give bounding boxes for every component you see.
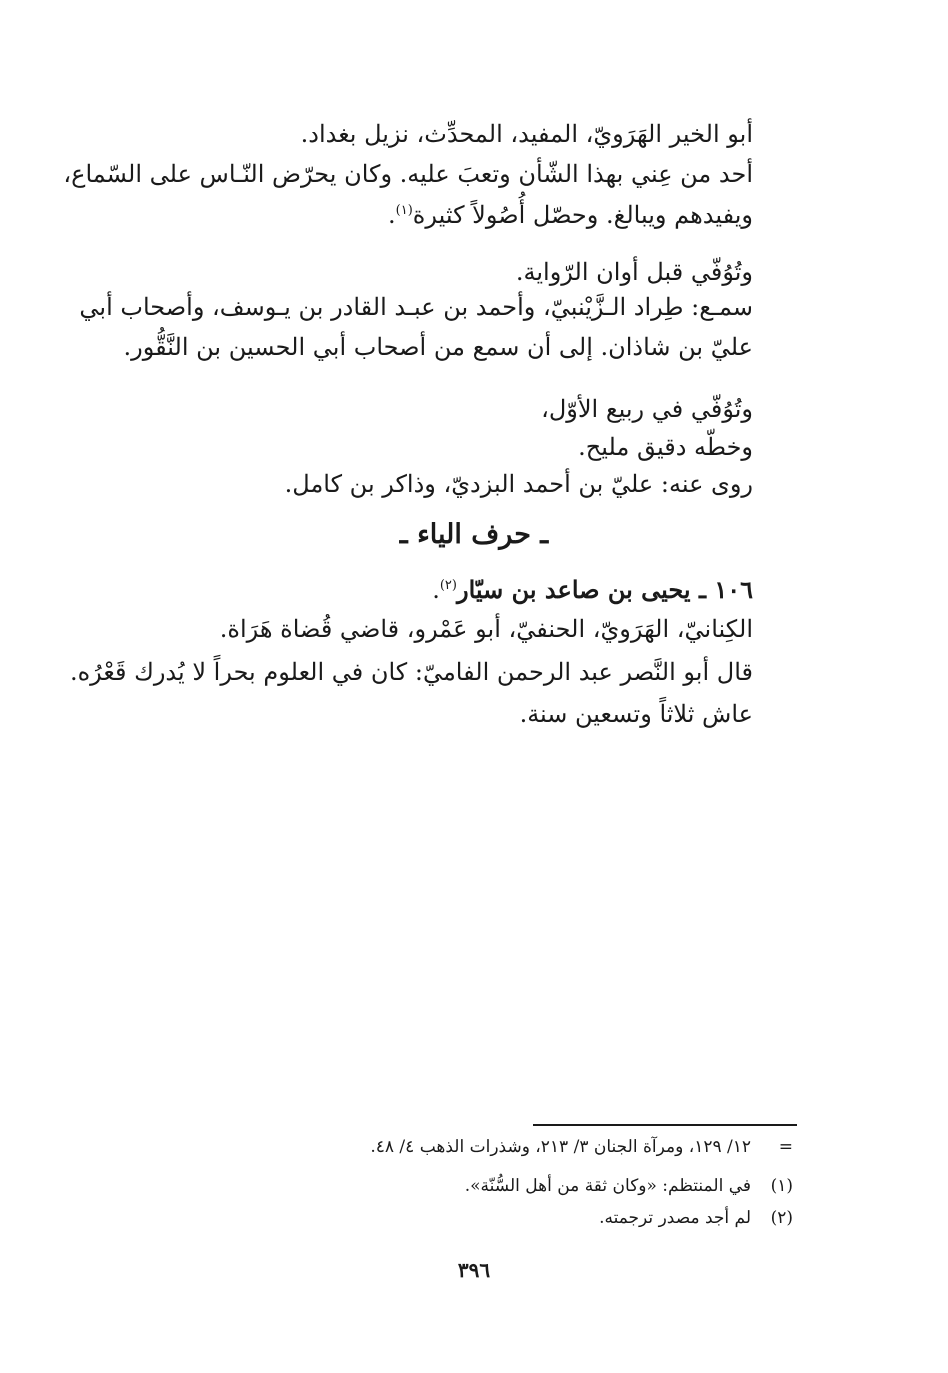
footnote-continued-mark: = [778,1137,793,1157]
footnote-2-mark: (٢) [770,1208,793,1228]
footnote-2 [599,1205,793,1231]
section-heading: ـ حرف الياء ـ [399,519,549,550]
footnote-1-mark: (١) [770,1176,793,1196]
footnote-ref-2: (٢) [439,578,457,593]
footnote-continued [370,1134,793,1160]
text-line-1: أبو الخير الهَرَويّ، المفيد، المحدِّث، نزيل بغداد. [300,120,753,148]
text-line-7: وتُوُفّي في ربيع الأوّل، [541,395,753,423]
text-line-3-end: . [388,201,396,229]
text-line-3 [388,198,753,232]
text-line-5: سمـع: طِراد الـزَّيْنبيّ، وأحمد بن عبـد القادر بن يـوسف، وأصحاب أبي [79,293,753,321]
entry-title-end: . [432,576,440,604]
footnote-ref-1: (١) [395,203,413,218]
text-line-6: عليّ بن شاذان. إلى أن سمع من أصحاب أبي الحسين بن النَّقُّور. [123,333,753,361]
entry-title-text: ١٠٦ ـ يحيى بن صاعد بن سيّار [456,575,753,604]
footnote-continued-text: ١٢/ ١٢٩، ومرآة الجنان ٣/ ٢١٣، وشذرات الذهب ٤/ ٤٨. [370,1137,751,1157]
text-line-2: أحد من عِني بهذا الشّأن وتعبَ عليه. وكان يحرّض النّـاس على السّماع، [63,160,753,188]
text-line-4: وتُوُفّي قبل أوان الرّواية. [515,258,753,286]
text-line-8: وخطّه دقيق مليح. [578,433,753,461]
footnote-1-text: في المنتظم: «وكان ثقة من أهل السُّنّة». [464,1176,751,1196]
text-line-12: عاش ثلاثاً وتسعين سنة. [519,700,753,728]
footnote-1 [465,1173,793,1199]
footnote-2-text: لم أجد مصدر ترجمته. [599,1208,751,1228]
page-number: ٣٩٦ [457,1258,491,1282]
footnote-separator [533,1124,797,1126]
entry-title [432,573,753,607]
text-line-9: روى عنه: عليّ بن أحمد البزديّ، وذاكر بن كامل. [284,470,753,498]
text-line-11: قال أبو النَّصر عبد الرحمن الفاميّ: كان في العلوم بحراً لا يُدرك قَعْرُه. [69,658,753,686]
text-line-3-main: ويفيدهم ويبالغ. وحصّل أُصُولاً كثيرة [412,201,753,229]
text-line-10: الكِنانيّ، الهَرَويّ، الحنفيّ، أبو عَمْرو، قاضي قُضاة هَرَاة. [219,615,753,643]
